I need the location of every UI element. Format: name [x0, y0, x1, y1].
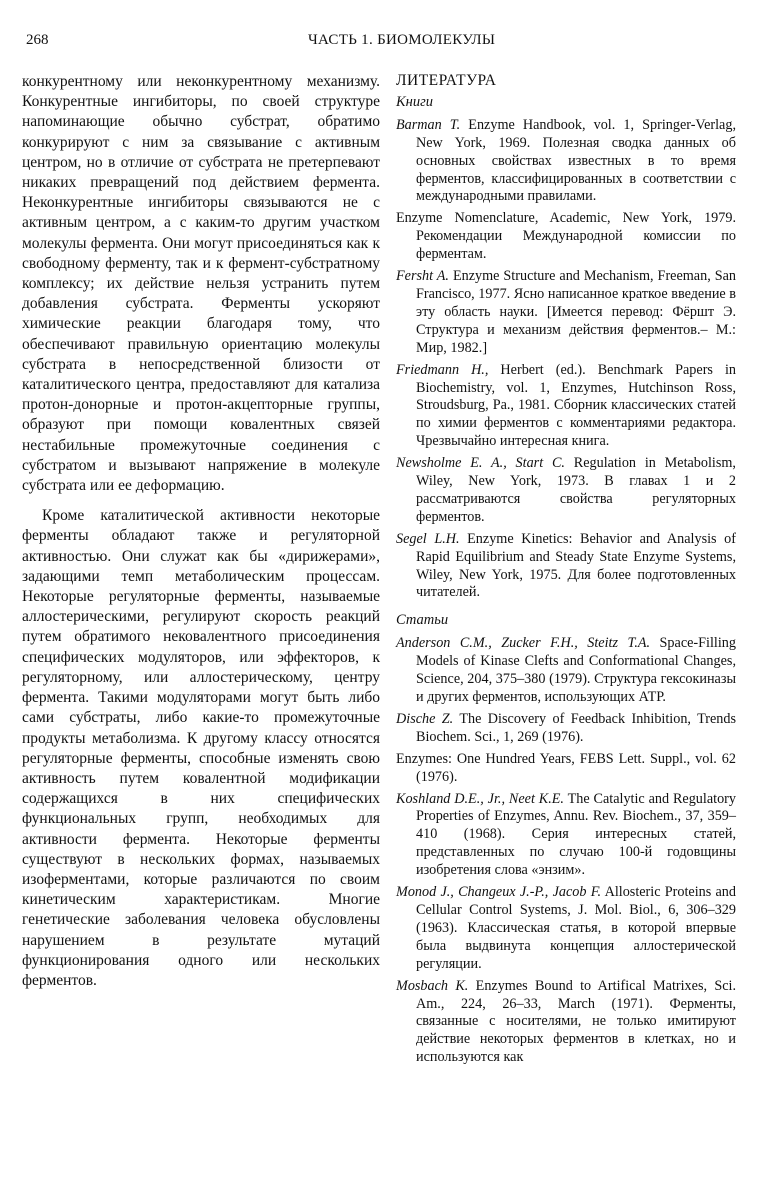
- reference-author: Koshland D.E., Jr., Neet K.E.: [396, 790, 564, 807]
- reference-text: Enzyme Kinetics: Behavior and Analysis of Rapid Equilibrium and Steady State Enzyme Systems, Wiley, New York, 1975. Для более подготовленных читателей.: [416, 530, 736, 601]
- reference-text: The Discovery of Feedback Inhibition, Trends Biochem. Sci., 1, 269 (1976).: [416, 710, 737, 745]
- reference-entry: [396, 711, 736, 747]
- reference-entry: [396, 635, 736, 707]
- references-heading: ЛИТЕРАТУРА: [396, 72, 497, 89]
- reference-entry: [396, 531, 736, 603]
- reference-text: Space-Filling Models of Kinase Clefts and Conformational Changes, Science, 204, 375–380 (1979). Структура гексокиназы и других ферментов, использующих АТР.: [416, 635, 736, 705]
- reference-text: Enzymes: One Hundred Years, FEBS Lett. Suppl., vol. 62 (1976).: [396, 750, 736, 785]
- reference-text: Enzyme Nomenclature, Academic, New York, 1979. Рекомендации Международной комиссии по ферментам.: [396, 210, 736, 263]
- reference-entry: [396, 117, 736, 207]
- reference-author: Friedmann H.,: [396, 361, 489, 378]
- running-title: ЧАСТЬ 1. БИОМОЛЕКУЛЫ: [308, 32, 496, 48]
- books-heading: Книги: [396, 93, 433, 110]
- reference-text: Enzyme Handbook, vol. 1, Springer-Verlag, New York, 1969. Полезная сводка данных об основных свойствах известных в то время ферментов, классифицированных в соответствии с международными правилами.: [416, 116, 736, 205]
- reference-author: Fersht A.: [396, 268, 449, 285]
- reference-author: Barman T.: [396, 116, 461, 133]
- reference-text: Enzyme Structure and Mechanism, Freeman, San Francisco, 1977. Ясно написанное краткое введение в эту область науки. [Имеется перевод: Фёршт Э. Структура и механизм действия ферментов.– М.: Мир, 1982.]: [416, 268, 736, 356]
- body-paragraph: конкурентному или неконкурентному механизму. Конкурентные ингибиторы, по своей структуре напоминающие обычно субстрат, обратимо конкурируют с ним за связывание с активным центром, но в отличие от субстрата не претерпевают никаких превращений под действием фермента. Неконкурентные ингибиторы связываются не с активным центром, а с каким-то другим участком молекулы фермента. Они могут присоединяться как к свободному ферменту, так и к фермент-субстратному комплексу; их действие нельзя устранить путем добавления субстрата. Ферменты ускоряют химические реакции благодаря тому, что обеспечивают правильную ориентацию молекулы субстрата в непосредственной близости от каталитического центра, предоставляют для катализа протон-донорные и протон-акцепторные группы, образуют при помощи ковалентных связей нестабильные промежуточные соединения с субстратом и вызывают напряжение в молекуле субстрата или ее деформацию.: [22, 73, 380, 495]
- references-column: [396, 72, 736, 1071]
- reference-entry: [396, 210, 736, 264]
- body-paragraph: Кроме каталитической активности некоторые ферменты обладают также и регуляторной активностью. Они служат как бы «дирижерами», задающими темп метаболическим процессам. Некоторые регуляторные ферменты, называемые аллостерическими, регулируют скорость реакций путем обратимого нековалентного присоединения специфических модуляторов, или эффекторов, к регуляторному, или аллостерическому, центру фермента. Такими модуляторами могут быть либо сами субстраты, либо какие-то промежуточные продукты метаболизма. К другому классу относятся регуляторные ферменты, способные изменять свою активность путем ковалентной модификации содержащихся в них специфических функциональных групп, необходимых для активности фермента. Некоторые ферменты существуют в нескольких формах, называемых изоферментами, которые различаются по своим кинетическим характеристикам. Многие генетические заболевания человека обусловлены нарушением в результате мутаций функционирования одного или нескольких ферментов.: [22, 507, 380, 989]
- reference-author: Anderson C.M., Zucker F.H., Steitz T.A.: [396, 635, 651, 652]
- reference-entry: [396, 884, 736, 974]
- page-header: [22, 32, 762, 54]
- page-number: 268: [26, 32, 49, 48]
- reference-author: Monod J., Changeux J.-P., Jacob F.: [396, 884, 602, 901]
- reference-entry: [396, 268, 736, 358]
- reference-author: Segel L.H.: [396, 530, 460, 547]
- reference-author: Dische Z.: [396, 710, 454, 727]
- reference-entry: [396, 362, 736, 452]
- reference-text: Regulation in Metabolism, Wiley, New York, 1973. В главах 1 и 2 рассматриваются свойства регуляторных ферментов.: [416, 455, 736, 525]
- reference-text: Allosteric Proteins and Cellular Control Systems, J. Mol. Biol., 6, 306–329 (1963). Классическая статья, в которой впервые была выдвинута концепция аллостерической регуляции.: [416, 884, 736, 972]
- reference-entry: [396, 751, 736, 787]
- books-list: [396, 117, 736, 603]
- reference-text: Enzymes Bound to Artifical Matrixes, Sci. Am., 224, 26–33, March (1971). Ферменты, связанные с носителями, не только имитируют действие некоторых ферментов в клетках, но и используются как: [416, 977, 736, 1066]
- body-text-column: [22, 72, 380, 991]
- articles-heading: Статьи: [396, 612, 449, 629]
- articles-list: [396, 635, 736, 1067]
- reference-text: Herbert (ed.). Benchmark Papers in Biochemistry, vol. 1, Enzymes, Hutchinson Ross, Stroudsburg, Pa., 1981. Сборник классических статей по химии ферментов с комментариями редактора. Чрезвычайно интересная книга.: [416, 361, 736, 450]
- reference-entry: [396, 455, 736, 527]
- reference-entry: [396, 791, 736, 881]
- reference-author: Mosbach K.: [396, 977, 469, 994]
- reference-entry: [396, 978, 736, 1068]
- reference-text: The Catalytic and Regulatory Properties of Enzymes, Annu. Rev. Biochem., 37, 359–410 (1968). Серия интересных статей, представленных по случаю 100-й годовщины изобретения слова «энзим».: [416, 790, 736, 879]
- reference-author: Newsholme E. A., Start C.: [396, 455, 565, 472]
